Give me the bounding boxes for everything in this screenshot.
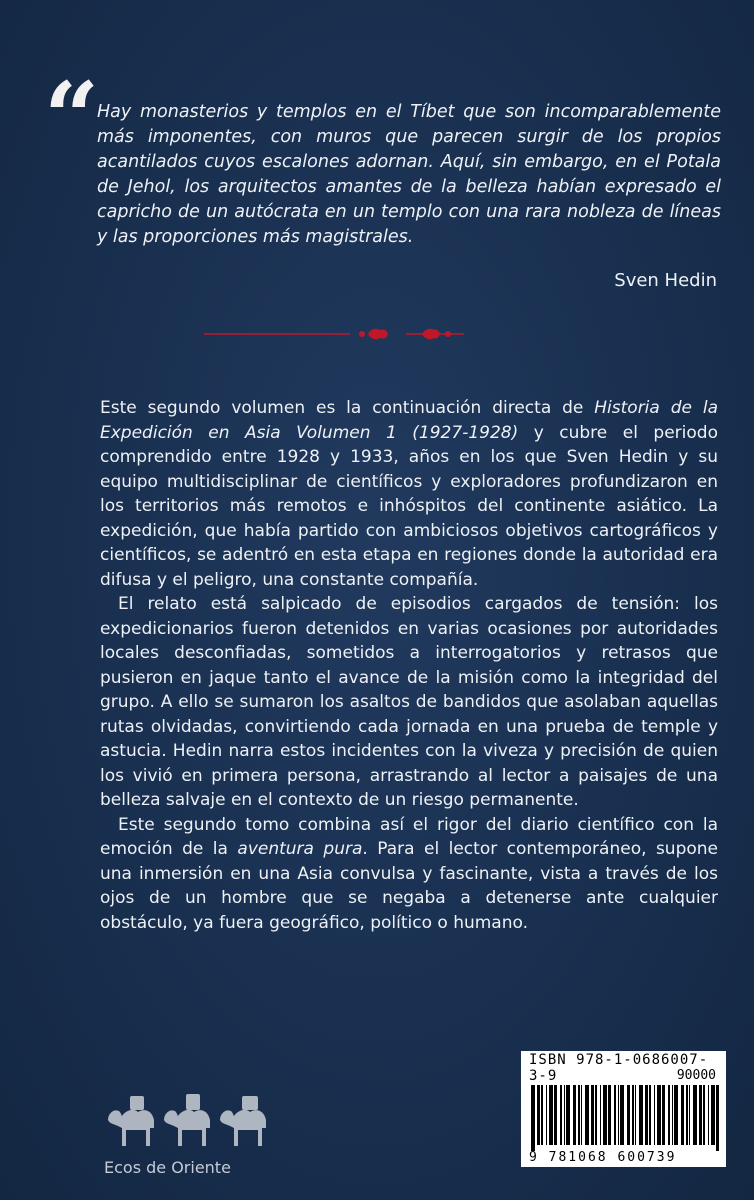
isbn-barcode	[521, 1051, 726, 1167]
isbn-text: ISBN 978-1-0686007-3-9	[529, 1052, 709, 1084]
synopsis-text	[100, 396, 718, 935]
ornament-divider	[200, 324, 464, 344]
price-code: 90000	[676, 1068, 716, 1083]
quote-mark: “	[44, 61, 100, 174]
referenced-book-title: Historia de la Expedición en Asia Volumen 1 (1927-1928)	[100, 398, 718, 443]
epigraph-quote: Hay monasterios y templos en el Tíbet que son incomparablemente más imponentes, con muros que parecen surgir de los propios acantilados cuyos escalones adornan. Aquí, sin embargo, en el Potala de Jehol, los arquitectos amantes de la belleza habían expresado el capricho de un autócrata en un templo con una rara nobleza de líneas y las proporciones más magistrales.	[97, 102, 721, 247]
ean-number: 9 781068 600739	[529, 1150, 677, 1165]
synopsis-paragraph-1: Este segundo volumen es la continuación directa de Historia de la Expedición en Asia Volumen 1 (1927-1928) y cubre el periodo comprendido entre 1928 y 1933, años en los que Sven Hedin y su equipo multidisciplinar de científicos y exploradores profundizaron en los territorios más remotos e inhóspitos del continente asiático. La expedición, que había partido con ambiciosos objetivos cartográficos y científicos, se adentró en esta etapa en regiones donde la autoridad era difusa y el peligro, una constante compañía.	[100, 398, 718, 590]
publisher-name: Ecos de Oriente	[104, 1158, 231, 1177]
quote-author: Sven Hedin	[614, 270, 717, 291]
camel-caravan-icon	[104, 1086, 274, 1156]
synopsis-paragraph-2: El relato está salpicado de episodios cargados de tensión: los expedicionarios fueron detenidos en varias ocasiones por autoridades locales desconfiadas, sometidos a interrogatorios y retrasos que pusieron en jaque tanto el avance de la misión como la integridad del grupo. A ello se sumaron los asaltos de bandidos que asolaban aquellas rutas olvidadas, convirtiendo cada jornada en una prueba de temple y astucia. Hedin narra estos incidentes con la viveza y precisión de quien los vivió en primera persona, arrastrando al lector a paisajes de una belleza salvaje en el contexto de un riesgo permanente.	[100, 594, 718, 810]
synopsis-paragraph-3: Este segundo tomo combina así el rigor del diario científico con la emoción de la aventura pura. Para el lector contemporáneo, supone una inmersión en una Asia convulsa y fascinante, vista a través de los ojos de un hombre que se negaba a detenerse ante cualquier obstáculo, ya fuera geográfico, político o humano.	[100, 814, 719, 933]
